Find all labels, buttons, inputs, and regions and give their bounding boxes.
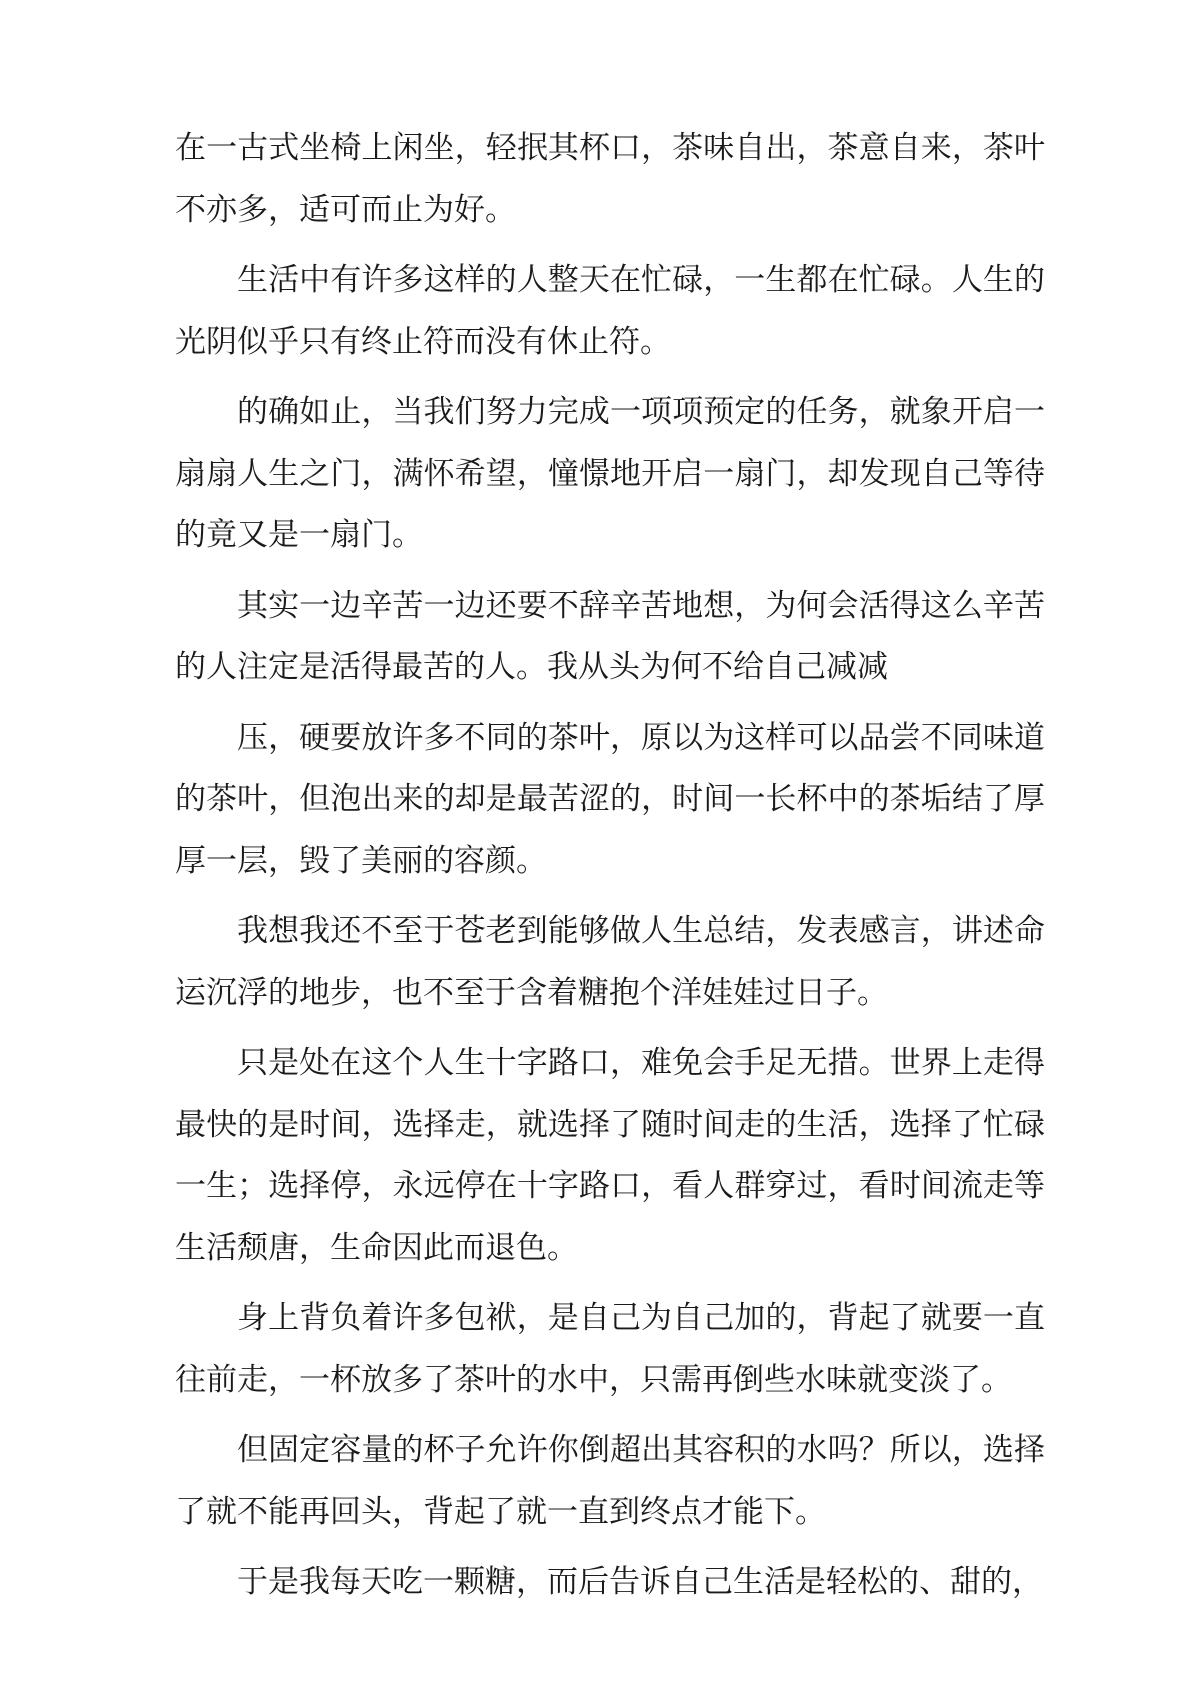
paragraph-4: 其实一边辛苦一边还要不辞辛苦地想，为何会活得这么辛苦的人注定是活得最苦的人。我从头为何不给自己减减: [175, 587, 1045, 685]
paragraph-5: 压，硬要放许多不同的茶叶，原以为这样可以品尝不同味道的茶叶，但泡出来的却是最苦涩的，时间一长杯中的茶垢结了厚厚一层，毁了美丽的容颜。: [175, 719, 1045, 879]
document-body: [175, 118, 1045, 1623]
paragraph-3: 的确如止，当我们努力完成一项项预定的任务，就象开启一扇扇人生之门，满怀希望，憧憬地开启一扇门，却发现自己等待的竟又是一扇门。: [175, 394, 1045, 553]
paragraph-6: 我想我还不至于苍老到能够做人生总结，发表感言，讲述命运沉浮的地步，也不至于含着糖抱个洋娃娃过日子。: [175, 913, 1045, 1011]
paragraph-2: 生活中有许多这样的人整天在忙碌，一生都在忙碌。人生的光阴似乎只有终止符而没有休止符。: [175, 262, 1045, 360]
paragraph-10: 于是我每天吃一颗糖，而后告诉自己生活是轻松的、甜的，: [237, 1564, 1043, 1600]
paragraph-7: 只是处在这个人生十字路口，难免会手足无措。世界上走得最快的是时间，选择走，就选择了随时间走的生活，选择了忙碌一生；选择停，永远停在十字路口，看人群穿过，看时间流走等生活颓唐，生命因此而退色。: [175, 1045, 1045, 1266]
paragraph-8: 身上背负着许多包袱，是自己为自己加的，背起了就要一直往前走，一杯放多了茶叶的水中，只需再倒些水味就变淡了。: [175, 1300, 1045, 1398]
paragraph-1: 在一古式坐椅上闲坐，轻抿其杯口，茶味自出，茶意自来，茶叶不亦多，适可而止为好。: [175, 130, 1045, 228]
paragraph-9: 但固定容量的杯子允许你倒超出其容积的水吗？所以，选择了就不能再回头，背起了就一直到终点才能下。: [175, 1432, 1045, 1530]
